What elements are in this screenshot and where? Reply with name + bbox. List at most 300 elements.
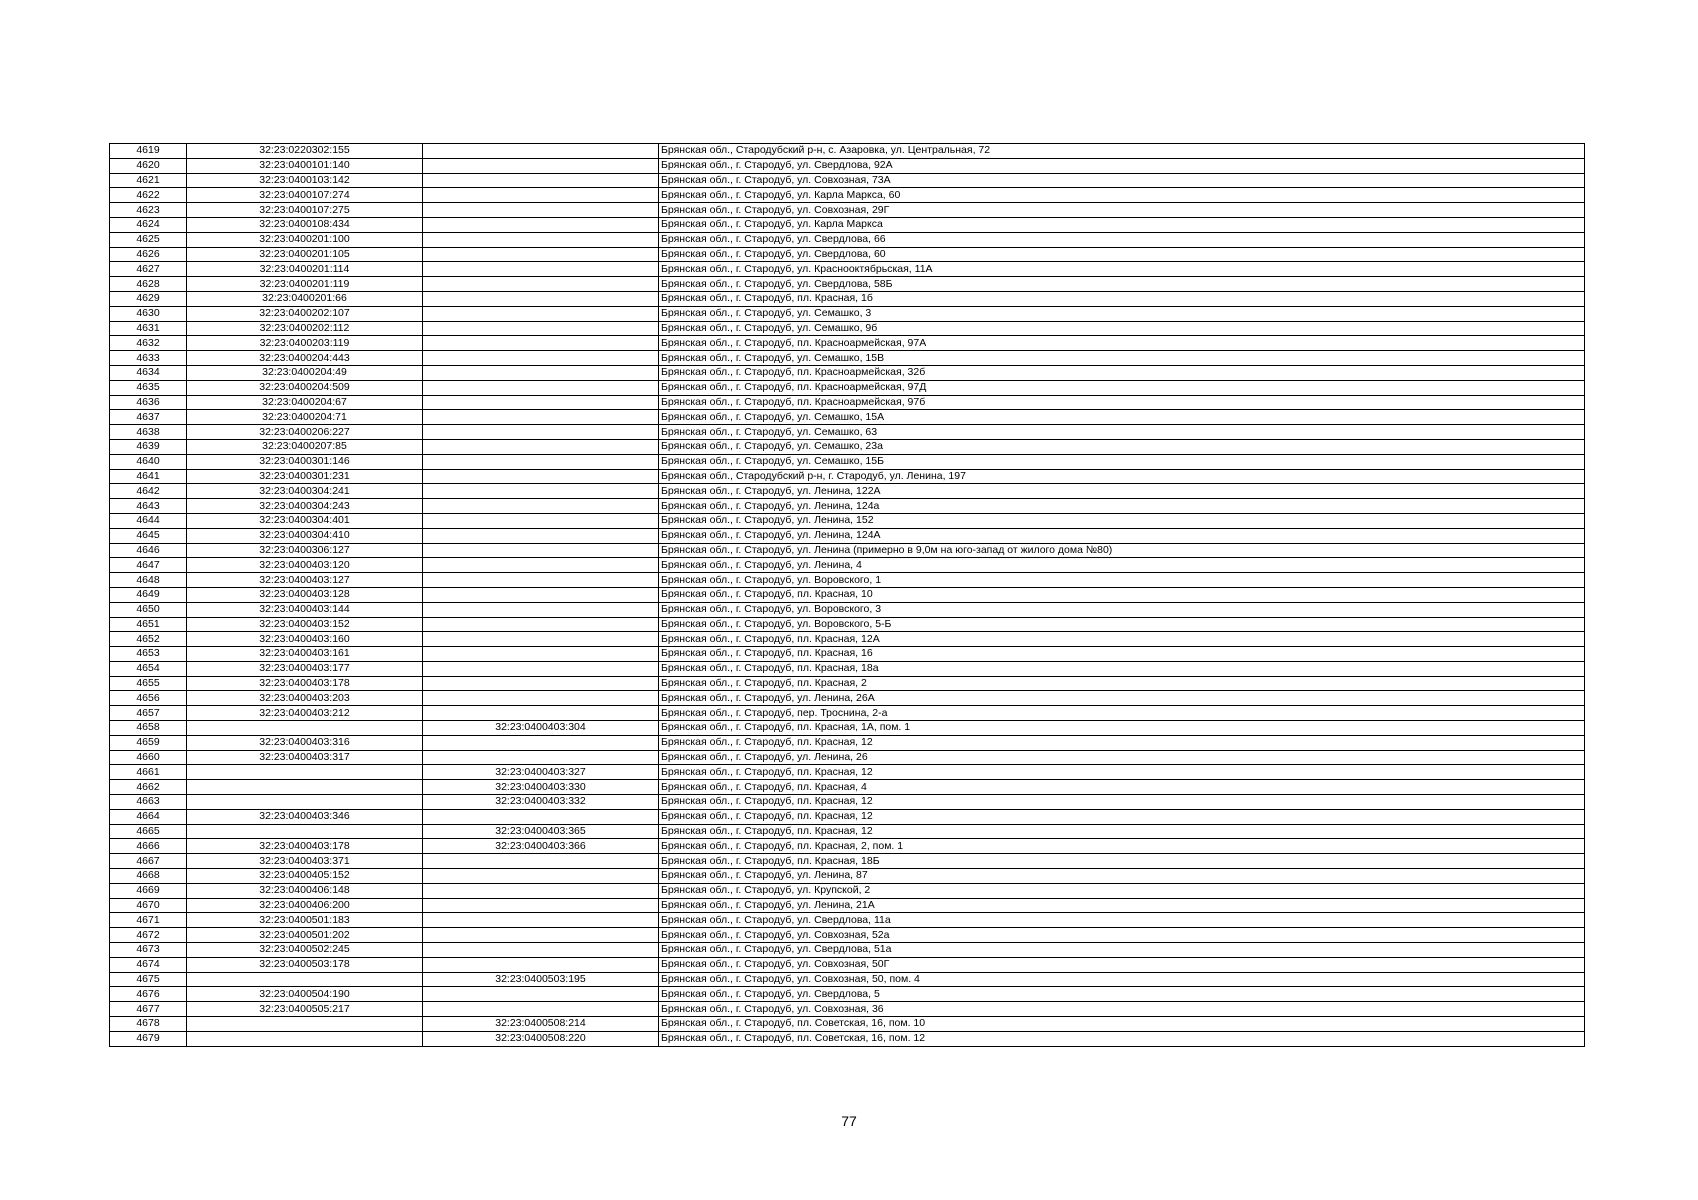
cadastral-number-cell: 32:23:0400207:85 xyxy=(187,439,423,454)
cadastral-number-premises-cell xyxy=(423,750,659,765)
table-row xyxy=(110,543,1585,558)
address-cell: Брянская обл., г. Стародуб, пл. Красная, 2 xyxy=(659,676,1585,691)
cadastral-number-cell: 32:23:0400306:127 xyxy=(187,543,423,558)
cadastral-number-cell: 32:23:0400403:152 xyxy=(187,617,423,632)
cadastral-number-cell: 32:23:0400204:71 xyxy=(187,410,423,425)
address-cell: Брянская обл., г. Стародуб, ул. Ленина, 26 xyxy=(659,750,1585,765)
table-row xyxy=(110,602,1585,617)
row-number-cell: 4648 xyxy=(110,573,187,588)
cadastral-number-premises-cell: 32:23:0400508:214 xyxy=(423,1017,659,1032)
row-number-cell: 4679 xyxy=(110,1031,187,1046)
cadastral-number-premises-cell xyxy=(423,913,659,928)
row-number-cell: 4619 xyxy=(110,144,187,159)
cadastral-number-cell: 32:23:0400304:243 xyxy=(187,499,423,514)
cadastral-number-premises-cell xyxy=(423,410,659,425)
address-cell: Брянская обл., г. Стародуб, ул. Совхозная, 73А xyxy=(659,173,1585,188)
address-cell: Брянская обл., г. Стародуб, ул. Свердлова, 92А xyxy=(659,158,1585,173)
cadastral-number-premises-cell xyxy=(423,617,659,632)
cadastral-number-cell xyxy=(187,795,423,810)
cadastral-number-cell: 32:23:0400304:401 xyxy=(187,513,423,528)
address-cell: Брянская обл., г. Стародуб, пл. Красная, 12 xyxy=(659,795,1585,810)
row-number-cell: 4658 xyxy=(110,721,187,736)
cadastral-number-cell: 32:23:0400203:119 xyxy=(187,336,423,351)
cadastral-number-cell: 32:23:0400201:100 xyxy=(187,232,423,247)
address-cell: Брянская обл., г. Стародуб, пл. Красная, 12А xyxy=(659,632,1585,647)
table-row xyxy=(110,869,1585,884)
address-cell: Брянская обл., г. Стародуб, ул. Карла Маркса xyxy=(659,217,1585,232)
cadastral-number-cell: 32:23:0400204:67 xyxy=(187,395,423,410)
address-cell: Брянская обл., г. Стародуб, ул. Воровского, 1 xyxy=(659,573,1585,588)
address-cell: Брянская обл., г. Стародуб, ул. Семашко, 3 xyxy=(659,306,1585,321)
cadastral-number-premises-cell xyxy=(423,306,659,321)
table-row xyxy=(110,735,1585,750)
table-row xyxy=(110,706,1585,721)
row-number-cell: 4633 xyxy=(110,351,187,366)
table-row xyxy=(110,425,1585,440)
row-number-cell: 4665 xyxy=(110,824,187,839)
table-row xyxy=(110,691,1585,706)
table-row xyxy=(110,277,1585,292)
cadastral-number-premises-cell xyxy=(423,809,659,824)
cadastral-number-premises-cell xyxy=(423,439,659,454)
address-cell: Брянская обл., г. Стародуб, пл. Красная, 4 xyxy=(659,780,1585,795)
address-cell: Брянская обл., г. Стародуб, ул. Ленина, 4 xyxy=(659,558,1585,573)
row-number-cell: 4671 xyxy=(110,913,187,928)
cadastral-number-cell: 32:23:0400206:227 xyxy=(187,425,423,440)
address-cell: Брянская обл., г. Стародуб, ул. Ленина (примерно в 9,0м на юго-запад от жилого дома №80) xyxy=(659,543,1585,558)
cadastral-number-premises-cell: 32:23:0400403:330 xyxy=(423,780,659,795)
cadastral-number-cell: 32:23:0400505:217 xyxy=(187,1002,423,1017)
table-row xyxy=(110,928,1585,943)
cadastral-number-premises-cell xyxy=(423,632,659,647)
row-number-cell: 4624 xyxy=(110,217,187,232)
address-cell: Брянская обл., г. Стародуб, ул. Совхозная, 29Г xyxy=(659,203,1585,218)
cadastral-number-premises-cell xyxy=(423,484,659,499)
address-cell: Брянская обл., г. Стародуб, пл. Красная, 16 xyxy=(659,647,1585,662)
cadastral-number-cell: 32:23:0400108:434 xyxy=(187,217,423,232)
cadastral-number-cell: 32:23:0400301:146 xyxy=(187,454,423,469)
address-cell: Брянская обл., г. Стародуб, ул. Крупской, 2 xyxy=(659,883,1585,898)
cadastral-number-cell: 32:23:0400403:160 xyxy=(187,632,423,647)
row-number-cell: 4661 xyxy=(110,765,187,780)
address-cell: Брянская обл., г. Стародуб, ул. Свердлова, 51а xyxy=(659,943,1585,958)
cadastral-number-cell: 32:23:0400304:241 xyxy=(187,484,423,499)
row-number-cell: 4636 xyxy=(110,395,187,410)
table-row xyxy=(110,987,1585,1002)
cadastral-number-premises-cell xyxy=(423,883,659,898)
cadastral-number-premises-cell: 32:23:0400403:327 xyxy=(423,765,659,780)
table-row xyxy=(110,365,1585,380)
table-row xyxy=(110,795,1585,810)
table-row xyxy=(110,528,1585,543)
row-number-cell: 4626 xyxy=(110,247,187,262)
address-cell: Брянская обл., г. Стародуб, пл. Красная, 12 xyxy=(659,735,1585,750)
address-cell: Брянская обл., г. Стародуб, пл. Красная, 12 xyxy=(659,765,1585,780)
cadastral-number-premises-cell xyxy=(423,602,659,617)
cadastral-number-cell: 32:23:0400201:105 xyxy=(187,247,423,262)
address-cell: Брянская обл., г. Стародуб, ул. Ленина, 152 xyxy=(659,513,1585,528)
table-row xyxy=(110,351,1585,366)
table-row xyxy=(110,854,1585,869)
cadastral-number-premises-cell xyxy=(423,735,659,750)
address-cell: Брянская обл., г. Стародуб, ул. Семашко, 23а xyxy=(659,439,1585,454)
cadastral-number-premises-cell xyxy=(423,691,659,706)
address-cell: Брянская обл., г. Стародуб, ул. Свердлова, 66 xyxy=(659,232,1585,247)
table-row xyxy=(110,513,1585,528)
table-row xyxy=(110,469,1585,484)
row-number-cell: 4678 xyxy=(110,1017,187,1032)
row-number-cell: 4656 xyxy=(110,691,187,706)
cadastral-number-premises-cell xyxy=(423,706,659,721)
row-number-cell: 4646 xyxy=(110,543,187,558)
address-cell: Брянская обл., г. Стародуб, ул. Семашко, 63 xyxy=(659,425,1585,440)
cadastral-number-premises-cell xyxy=(423,217,659,232)
cadastral-number-cell: 32:23:0400202:107 xyxy=(187,306,423,321)
row-number-cell: 4675 xyxy=(110,972,187,987)
cadastral-number-cell: 32:23:0220302:155 xyxy=(187,144,423,159)
cadastral-number-cell: 32:23:0400204:509 xyxy=(187,380,423,395)
page-number: 77 xyxy=(841,1113,857,1129)
cadastral-number-cell xyxy=(187,780,423,795)
address-cell: Брянская обл., Стародубский р-н, с. Азаровка, ул. Центральная, 72 xyxy=(659,144,1585,159)
cadastral-number-premises-cell xyxy=(423,854,659,869)
table-row xyxy=(110,587,1585,602)
address-cell: Брянская обл., г. Стародуб, пл. Красноармейская, 32б xyxy=(659,365,1585,380)
cadastral-number-premises-cell xyxy=(423,513,659,528)
table-row xyxy=(110,321,1585,336)
row-number-cell: 4643 xyxy=(110,499,187,514)
address-cell: Брянская обл., г. Стародуб, ул. Свердлова, 58Б xyxy=(659,277,1585,292)
cadastral-number-premises-cell xyxy=(423,321,659,336)
address-cell: Брянская обл., г. Стародуб, пл. Советская, 16, пом. 10 xyxy=(659,1017,1585,1032)
cadastral-number-cell: 32:23:0400403:346 xyxy=(187,809,423,824)
cadastral-number-cell: 32:23:0400405:152 xyxy=(187,869,423,884)
address-cell: Брянская обл., Стародубский р-н, г. Стародуб, ул. Ленина, 197 xyxy=(659,469,1585,484)
cadastral-number-cell: 32:23:0400403:178 xyxy=(187,676,423,691)
row-number-cell: 4672 xyxy=(110,928,187,943)
cadastral-number-cell xyxy=(187,1031,423,1046)
table-row xyxy=(110,144,1585,159)
table-row xyxy=(110,247,1585,262)
address-cell: Брянская обл., г. Стародуб, ул. Ленина, 124а xyxy=(659,499,1585,514)
address-cell: Брянская обл., г. Стародуб, пер. Троснина, 2-а xyxy=(659,706,1585,721)
address-cell: Брянская обл., г. Стародуб, ул. Краснооктябрьская, 11А xyxy=(659,262,1585,277)
cadastral-number-cell xyxy=(187,721,423,736)
address-cell: Брянская обл., г. Стародуб, ул. Ленина, 122А xyxy=(659,484,1585,499)
row-number-cell: 4669 xyxy=(110,883,187,898)
address-cell: Брянская обл., г. Стародуб, ул. Воровского, 5-Б xyxy=(659,617,1585,632)
table-body xyxy=(110,144,1585,1047)
cadastral-number-cell: 32:23:0400103:142 xyxy=(187,173,423,188)
cadastral-number-premises-cell xyxy=(423,528,659,543)
table-row xyxy=(110,765,1585,780)
cadastral-number-premises-cell xyxy=(423,676,659,691)
table-row xyxy=(110,380,1585,395)
table-row xyxy=(110,306,1585,321)
row-number-cell: 4677 xyxy=(110,1002,187,1017)
row-number-cell: 4635 xyxy=(110,380,187,395)
row-number-cell: 4654 xyxy=(110,661,187,676)
address-cell: Брянская обл., г. Стародуб, пл. Красная, 12 xyxy=(659,824,1585,839)
cadastral-number-premises-cell xyxy=(423,1002,659,1017)
row-number-cell: 4638 xyxy=(110,425,187,440)
cadastral-number-premises-cell: 32:23:0400403:366 xyxy=(423,839,659,854)
row-number-cell: 4628 xyxy=(110,277,187,292)
cadastral-number-premises-cell xyxy=(423,573,659,588)
cadastral-number-premises-cell xyxy=(423,380,659,395)
row-number-cell: 4649 xyxy=(110,587,187,602)
cadastral-number-premises-cell xyxy=(423,247,659,262)
cadastral-number-cell: 32:23:0400403:144 xyxy=(187,602,423,617)
address-cell: Брянская обл., г. Стародуб, ул. Свердлова, 60 xyxy=(659,247,1585,262)
address-cell: Брянская обл., г. Стародуб, пл. Красная, 10 xyxy=(659,587,1585,602)
address-cell: Брянская обл., г. Стародуб, ул. Свердлова, 5 xyxy=(659,987,1585,1002)
cadastral-number-premises-cell: 32:23:0400403:332 xyxy=(423,795,659,810)
table-row xyxy=(110,262,1585,277)
row-number-cell: 4623 xyxy=(110,203,187,218)
table-row xyxy=(110,824,1585,839)
row-number-cell: 4651 xyxy=(110,617,187,632)
row-number-cell: 4670 xyxy=(110,898,187,913)
table-row xyxy=(110,780,1585,795)
cadastral-number-premises-cell xyxy=(423,336,659,351)
table-row xyxy=(110,1017,1585,1032)
table-row xyxy=(110,188,1585,203)
table-row xyxy=(110,750,1585,765)
row-number-cell: 4629 xyxy=(110,291,187,306)
cadastral-number-premises-cell xyxy=(423,987,659,1002)
table-row xyxy=(110,217,1585,232)
address-cell: Брянская обл., г. Стародуб, пл. Красная, 18а xyxy=(659,661,1585,676)
cadastral-number-premises-cell xyxy=(423,647,659,662)
cadastral-number-cell: 32:23:0400301:231 xyxy=(187,469,423,484)
address-cell: Брянская обл., г. Стародуб, пл. Красная, 18Б xyxy=(659,854,1585,869)
cadastral-number-cell: 32:23:0400406:200 xyxy=(187,898,423,913)
cadastral-number-premises-cell xyxy=(423,499,659,514)
cadastral-number-cell: 32:23:0400403:203 xyxy=(187,691,423,706)
cadastral-number-premises-cell xyxy=(423,425,659,440)
cadastral-number-cell: 32:23:0400201:119 xyxy=(187,277,423,292)
row-number-cell: 4655 xyxy=(110,676,187,691)
cadastral-number-cell: 32:23:0400502:245 xyxy=(187,943,423,958)
address-cell: Брянская обл., г. Стародуб, ул. Ленина, 21А xyxy=(659,898,1585,913)
row-number-cell: 4660 xyxy=(110,750,187,765)
cadastral-number-cell: 32:23:0400403:317 xyxy=(187,750,423,765)
cadastral-number-premises-cell xyxy=(423,144,659,159)
address-cell: Брянская обл., г. Стародуб, пл. Красноармейская, 97Д xyxy=(659,380,1585,395)
cadastral-number-cell: 32:23:0400107:275 xyxy=(187,203,423,218)
address-cell: Брянская обл., г. Стародуб, ул. Ленина, 26А xyxy=(659,691,1585,706)
row-number-cell: 4622 xyxy=(110,188,187,203)
address-cell: Брянская обл., г. Стародуб, ул. Семашко, 15Б xyxy=(659,454,1585,469)
row-number-cell: 4666 xyxy=(110,839,187,854)
row-number-cell: 4621 xyxy=(110,173,187,188)
row-number-cell: 4667 xyxy=(110,854,187,869)
cadastral-number-cell: 32:23:0400201:66 xyxy=(187,291,423,306)
row-number-cell: 4637 xyxy=(110,410,187,425)
cadastral-number-cell xyxy=(187,972,423,987)
table-row xyxy=(110,1031,1585,1046)
cadastral-number-premises-cell xyxy=(423,291,659,306)
cadastral-number-premises-cell xyxy=(423,173,659,188)
address-cell: Брянская обл., г. Стародуб, ул. Воровского, 3 xyxy=(659,602,1585,617)
address-cell: Брянская обл., г. Стародуб, ул. Семашко, 15А xyxy=(659,410,1585,425)
table-row xyxy=(110,1002,1585,1017)
address-cell: Брянская обл., г. Стародуб, ул. Свердлова, 11а xyxy=(659,913,1585,928)
row-number-cell: 4631 xyxy=(110,321,187,336)
cadastral-number-cell: 32:23:0400403:212 xyxy=(187,706,423,721)
row-number-cell: 4634 xyxy=(110,365,187,380)
cadastral-number-cell: 32:23:0400304:410 xyxy=(187,528,423,543)
cadastral-number-premises-cell: 32:23:0400503:195 xyxy=(423,972,659,987)
address-cell: Брянская обл., г. Стародуб, пл. Советская, 16, пом. 12 xyxy=(659,1031,1585,1046)
row-number-cell: 4630 xyxy=(110,306,187,321)
table-row xyxy=(110,573,1585,588)
address-cell: Брянская обл., г. Стародуб, ул. Совхозная, 36 xyxy=(659,1002,1585,1017)
cadastral-number-cell xyxy=(187,1017,423,1032)
cadastral-number-cell: 32:23:0400504:190 xyxy=(187,987,423,1002)
table-row xyxy=(110,336,1585,351)
cadastral-number-cell xyxy=(187,824,423,839)
table-row xyxy=(110,661,1585,676)
row-number-cell: 4650 xyxy=(110,602,187,617)
address-cell: Брянская обл., г. Стародуб, ул. Семашко, 15В xyxy=(659,351,1585,366)
row-number-cell: 4627 xyxy=(110,262,187,277)
table-row xyxy=(110,454,1585,469)
cadastral-number-premises-cell xyxy=(423,277,659,292)
table-row xyxy=(110,203,1585,218)
cadastral-number-cell xyxy=(187,765,423,780)
cadastral-number-premises-cell xyxy=(423,587,659,602)
table-row xyxy=(110,809,1585,824)
row-number-cell: 4664 xyxy=(110,809,187,824)
address-cell: Брянская обл., г. Стародуб, пл. Красная, 1б xyxy=(659,291,1585,306)
cadastral-number-premises-cell xyxy=(423,469,659,484)
cadastral-number-cell: 32:23:0400201:114 xyxy=(187,262,423,277)
table-row xyxy=(110,410,1585,425)
row-number-cell: 4647 xyxy=(110,558,187,573)
cadastral-number-premises-cell: 32:23:0400403:304 xyxy=(423,721,659,736)
cadastral-number-premises-cell xyxy=(423,943,659,958)
cadastral-number-premises-cell xyxy=(423,661,659,676)
cadastral-number-premises-cell: 32:23:0400508:220 xyxy=(423,1031,659,1046)
cadastral-number-premises-cell xyxy=(423,454,659,469)
row-number-cell: 4625 xyxy=(110,232,187,247)
cadastral-number-premises-cell xyxy=(423,365,659,380)
table-row xyxy=(110,173,1585,188)
cadastral-number-cell: 32:23:0400204:49 xyxy=(187,365,423,380)
row-number-cell: 4663 xyxy=(110,795,187,810)
cadastral-number-cell: 32:23:0400406:148 xyxy=(187,883,423,898)
row-number-cell: 4645 xyxy=(110,528,187,543)
cadastral-number-cell: 32:23:0400403:120 xyxy=(187,558,423,573)
cadastral-number-cell: 32:23:0400101:140 xyxy=(187,158,423,173)
address-cell: Брянская обл., г. Стародуб, ул. Совхозная, 50Г xyxy=(659,957,1585,972)
cadastral-number-cell: 32:23:0400403:177 xyxy=(187,661,423,676)
table-row xyxy=(110,439,1585,454)
address-cell: Брянская обл., г. Стародуб, ул. Совхозная, 50, пом. 4 xyxy=(659,972,1585,987)
cadastral-number-premises-cell xyxy=(423,203,659,218)
cadastral-number-premises-cell xyxy=(423,262,659,277)
cadastral-number-cell: 32:23:0400403:127 xyxy=(187,573,423,588)
row-number-cell: 4620 xyxy=(110,158,187,173)
cadastral-number-cell: 32:23:0400403:316 xyxy=(187,735,423,750)
row-number-cell: 4662 xyxy=(110,780,187,795)
cadastral-number-cell: 32:23:0400501:183 xyxy=(187,913,423,928)
cadastral-number-cell: 32:23:0400403:161 xyxy=(187,647,423,662)
table-row xyxy=(110,957,1585,972)
table-row xyxy=(110,484,1585,499)
cadastral-number-premises-cell xyxy=(423,232,659,247)
cadastral-number-cell: 32:23:0400204:443 xyxy=(187,351,423,366)
address-cell: Брянская обл., г. Стародуб, ул. Карла Маркса, 60 xyxy=(659,188,1585,203)
cadastral-number-premises-cell xyxy=(423,928,659,943)
table-row xyxy=(110,839,1585,854)
row-number-cell: 4653 xyxy=(110,647,187,662)
row-number-cell: 4668 xyxy=(110,869,187,884)
row-number-cell: 4673 xyxy=(110,943,187,958)
cadastral-number-cell: 32:23:0400403:178 xyxy=(187,839,423,854)
table-row xyxy=(110,558,1585,573)
table-row xyxy=(110,913,1585,928)
table-row xyxy=(110,721,1585,736)
table-row xyxy=(110,617,1585,632)
table-row xyxy=(110,972,1585,987)
address-cell: Брянская обл., г. Стародуб, пл. Красная, 12 xyxy=(659,809,1585,824)
table-row xyxy=(110,499,1585,514)
cadastral-number-premises-cell xyxy=(423,869,659,884)
row-number-cell: 4657 xyxy=(110,706,187,721)
cadastral-number-cell: 32:23:0400403:371 xyxy=(187,854,423,869)
table-row xyxy=(110,898,1585,913)
address-cell: Брянская обл., г. Стародуб, пл. Красная, 1А, пом. 1 xyxy=(659,721,1585,736)
row-number-cell: 4652 xyxy=(110,632,187,647)
table-row xyxy=(110,291,1585,306)
address-cell: Брянская обл., г. Стародуб, пл. Красноармейская, 97б xyxy=(659,395,1585,410)
cadastral-number-cell: 32:23:0400202:112 xyxy=(187,321,423,336)
cadastral-number-premises-cell xyxy=(423,351,659,366)
cadastral-number-premises-cell xyxy=(423,543,659,558)
cadastral-number-cell: 32:23:0400501:202 xyxy=(187,928,423,943)
address-cell: Брянская обл., г. Стародуб, пл. Красноармейская, 97А xyxy=(659,336,1585,351)
row-number-cell: 4644 xyxy=(110,513,187,528)
cadastral-number-premises-cell xyxy=(423,957,659,972)
address-cell: Брянская обл., г. Стародуб, ул. Ленина, 124А xyxy=(659,528,1585,543)
row-number-cell: 4674 xyxy=(110,957,187,972)
table-row xyxy=(110,632,1585,647)
table-row xyxy=(110,676,1585,691)
row-number-cell: 4641 xyxy=(110,469,187,484)
row-number-cell: 4632 xyxy=(110,336,187,351)
cadastral-number-premises-cell xyxy=(423,158,659,173)
address-cell: Брянская обл., г. Стародуб, пл. Красная, 2, пом. 1 xyxy=(659,839,1585,854)
address-cell: Брянская обл., г. Стародуб, ул. Совхозная, 52а xyxy=(659,928,1585,943)
cadastral-number-premises-cell xyxy=(423,558,659,573)
cadastral-number-premises-cell xyxy=(423,898,659,913)
table-row xyxy=(110,943,1585,958)
table-row xyxy=(110,232,1585,247)
row-number-cell: 4659 xyxy=(110,735,187,750)
cadastral-number-premises-cell: 32:23:0400403:365 xyxy=(423,824,659,839)
row-number-cell: 4639 xyxy=(110,439,187,454)
row-number-cell: 4642 xyxy=(110,484,187,499)
row-number-cell: 4676 xyxy=(110,987,187,1002)
cadastral-table xyxy=(109,143,1585,1047)
table-row xyxy=(110,883,1585,898)
cadastral-number-premises-cell xyxy=(423,395,659,410)
row-number-cell: 4640 xyxy=(110,454,187,469)
address-cell: Брянская обл., г. Стародуб, ул. Ленина, 87 xyxy=(659,869,1585,884)
